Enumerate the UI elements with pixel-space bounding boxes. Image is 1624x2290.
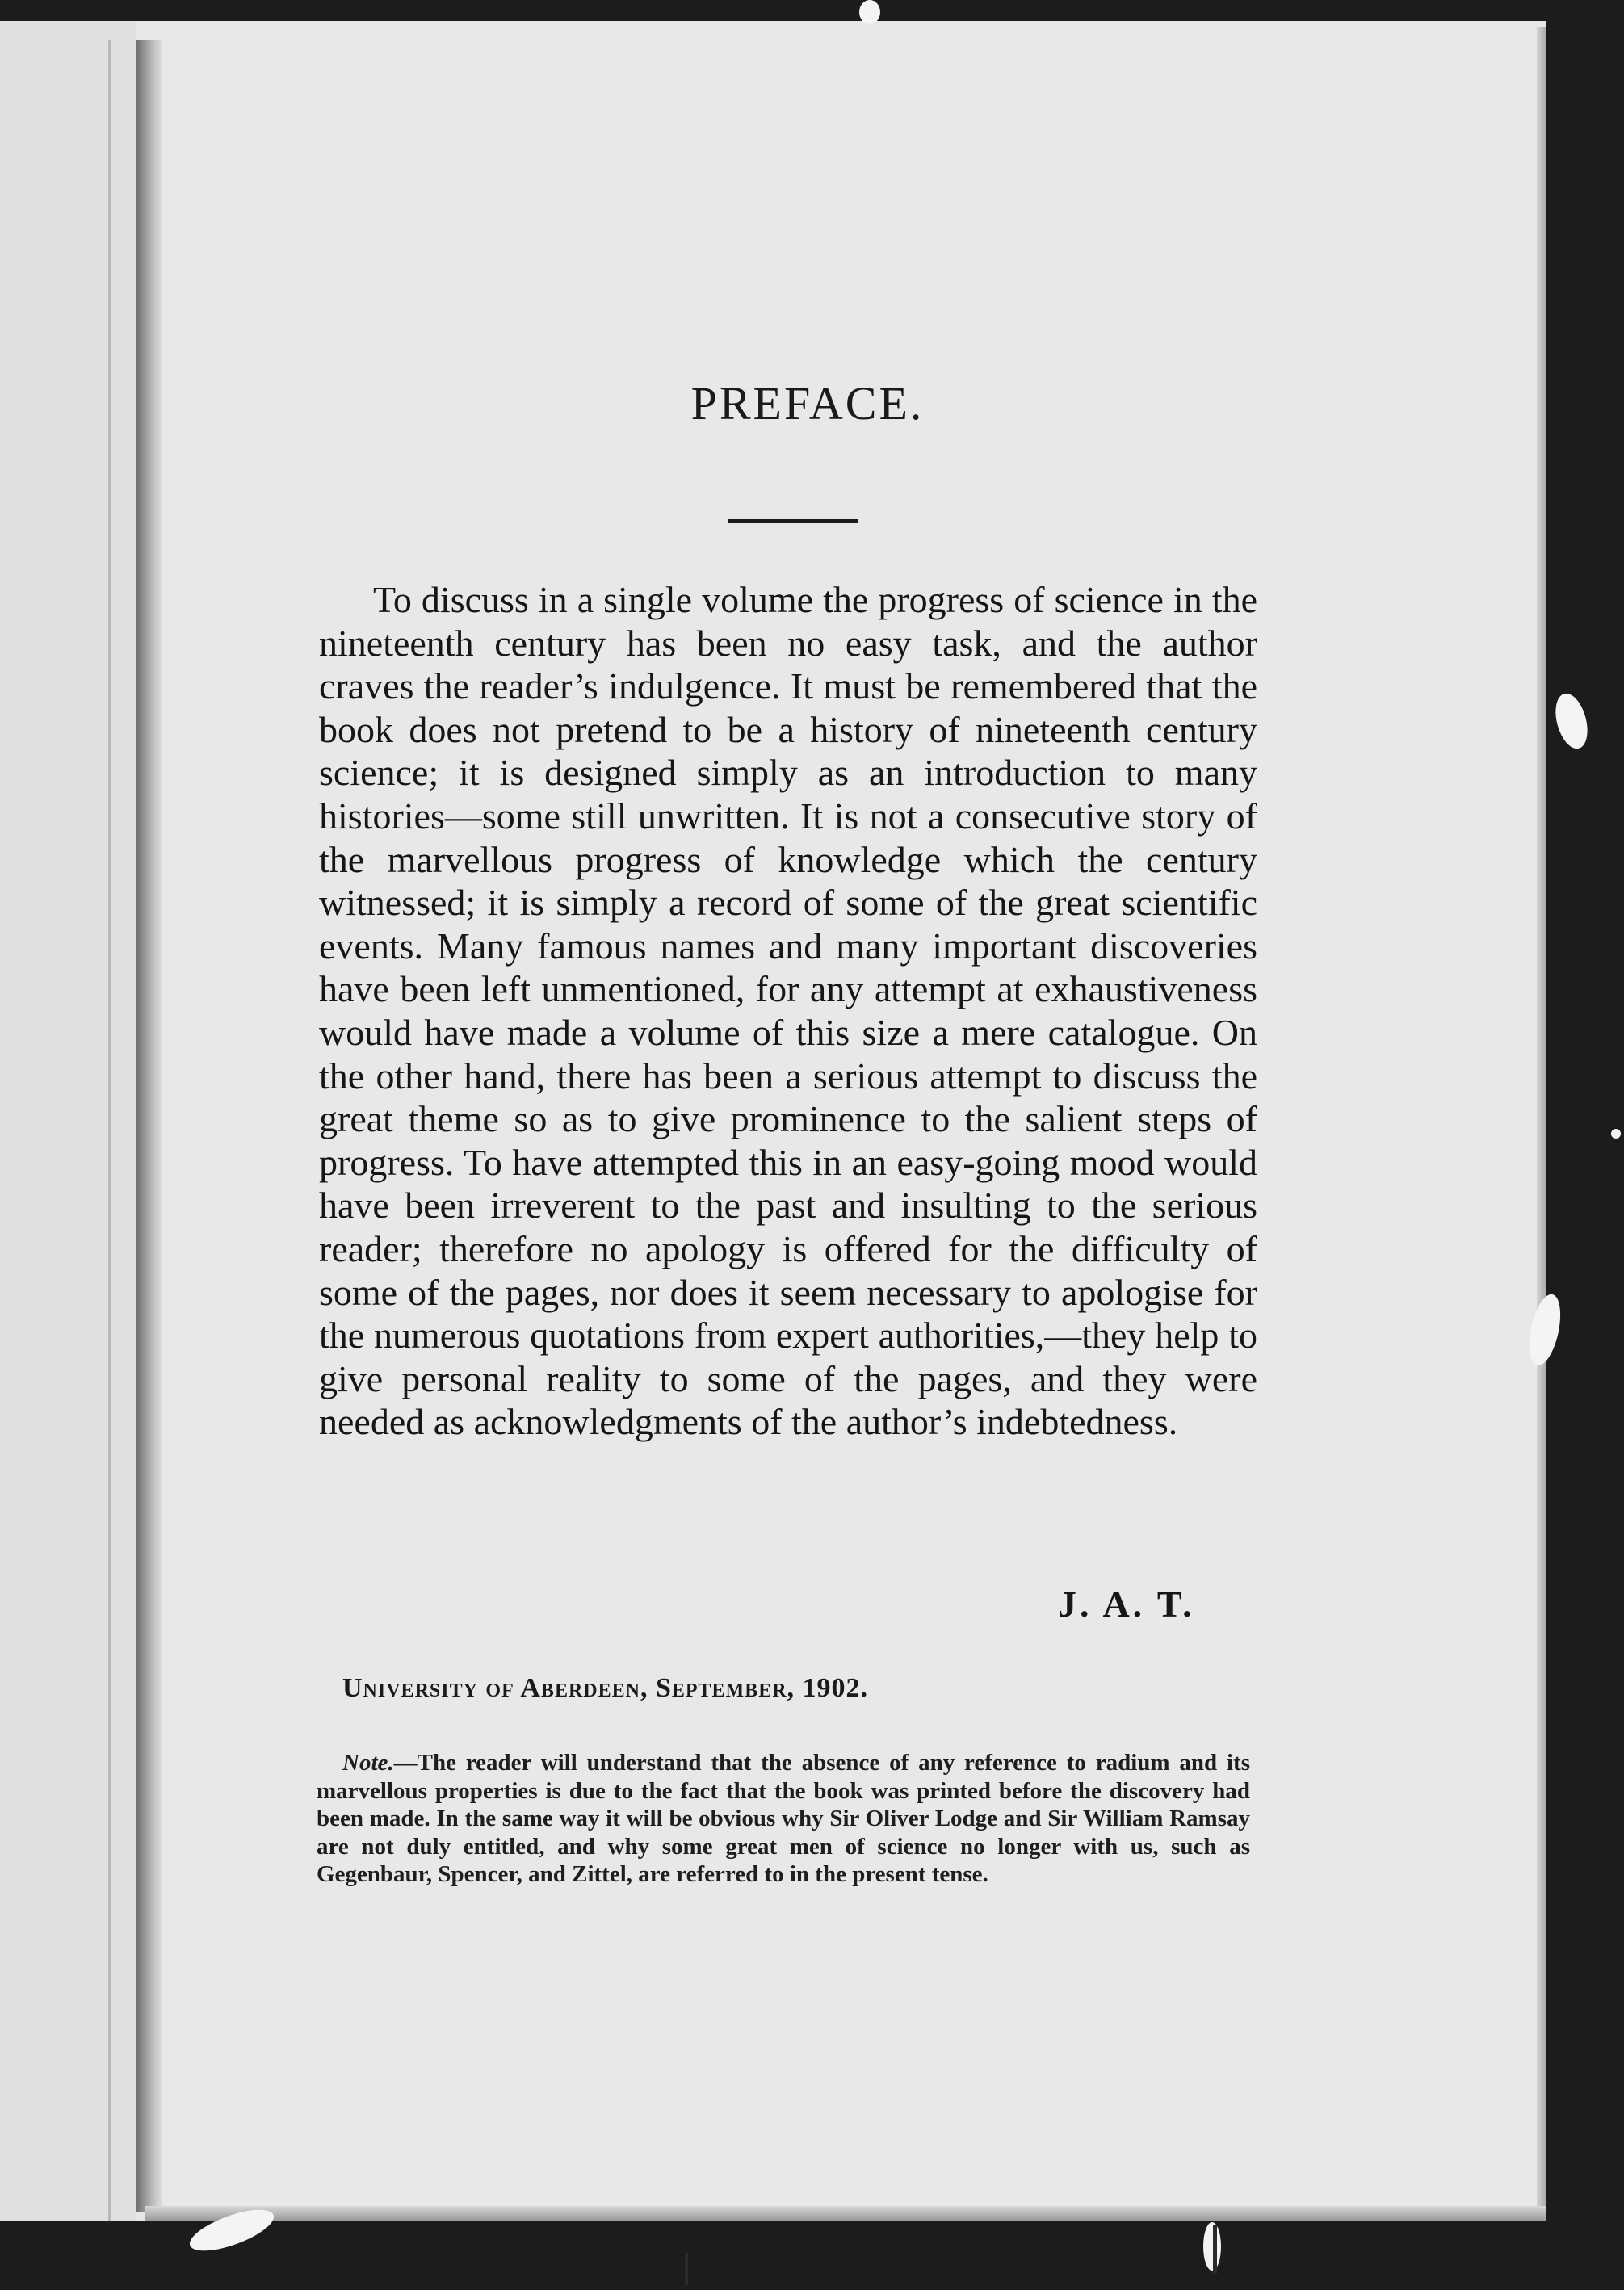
facing-page-edge: [0, 21, 136, 2221]
scan-blemish: [859, 0, 880, 24]
page-edge-line: [108, 40, 111, 2221]
footnote: [317, 1749, 1250, 1889]
dateline: University of Aberdeen, September, 1902.: [342, 1673, 869, 1703]
scan-mark: [685, 2253, 688, 2285]
title-rule: [728, 519, 858, 523]
scan-blemish: [1551, 690, 1593, 753]
preface-paragraph: To discuss in a single volume the progress of science in the nineteenth century has been no easy task, and the author craves the reader’s indulgence. It must be remembered that the book does not pretend to be a history of nineteenth century science; it is designed simply as an introduction to many histories—some still unwritten. It is not a consecutive story of the marvellous progress of knowledge which the century witnessed; it is simply a record of some of the great scientific events. Many famous names and many important discoveries have been left unmentioned, for any attempt at exhaustiveness would have made a volume of this size a mere catalogue. On the other hand, there has been a serious attempt to discuss the great theme so as to give prominence to the salient steps of progress. To have attempted this in an easy-going mood would have been irreverent to the past and insulting to the serious reader; therefore no apology is offered for the difficulty of some of the pages, nor does it seem necessary to apologise for the numerous quotations from expert authorities,—they help to give personal reality to some of the pages, and they were needed as acknowledgments of the author’s indebtedness.: [319, 579, 1257, 1443]
page-bottom-shadow: [145, 2206, 1546, 2221]
note-text: —The reader will understand that the absence of any reference to radium and its marvellous properties is due to the fact that the book was printed before the discovery had been made. In the same way it will be obvious why Sir Oliver Lodge and Sir William Ramsay are not duly entitled, and why some great men of science no longer with us, such as Gegenbaur, Spencer, and Zittel, are referred to in the present tense.: [317, 1750, 1250, 1887]
scan-mark: [1213, 2225, 1217, 2274]
page-right-shadow: [1537, 27, 1546, 2208]
scanned-page: [0, 21, 1546, 2221]
note-label: Note.: [342, 1750, 394, 1776]
book-gutter: [136, 40, 162, 2212]
author-initials: J. A. T.: [1058, 1583, 1195, 1625]
scan-blemish: [1203, 2222, 1221, 2271]
page-title: PREFACE.: [690, 377, 925, 430]
scan-blemish: [1611, 1129, 1621, 1139]
